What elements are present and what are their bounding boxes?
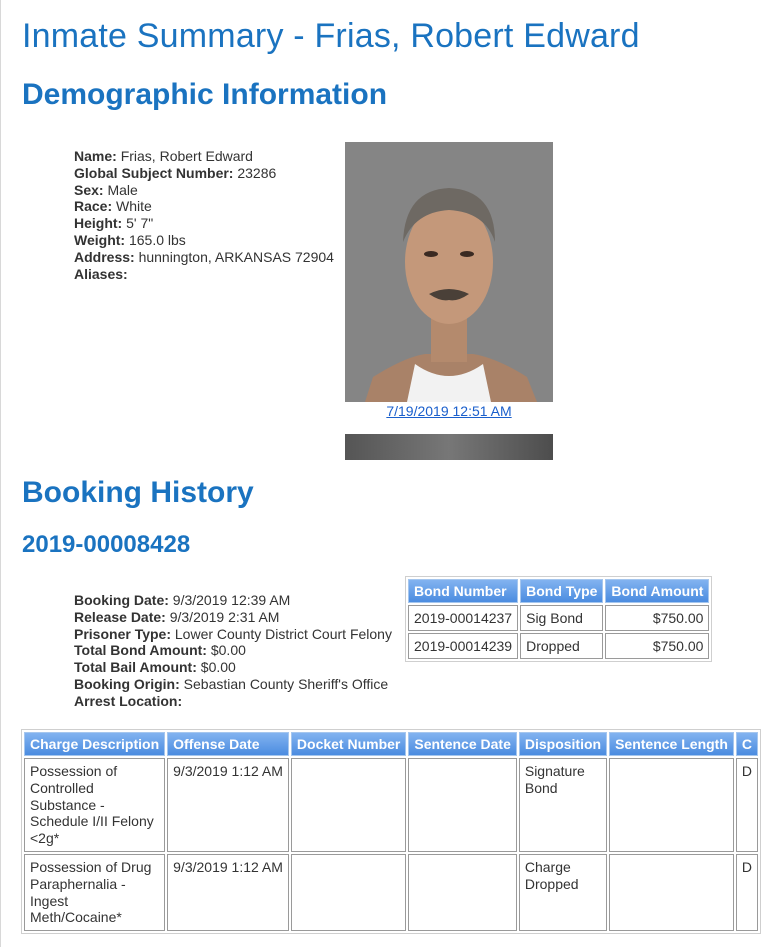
bond-type: Sig Bond — [520, 605, 603, 631]
bond-header-amount[interactable]: Bond Amount — [605, 579, 709, 603]
info-height: Height: 5' 7" — [74, 215, 154, 232]
charge-header-row — [24, 732, 758, 756]
info-name: Name: Frias, Robert Edward — [74, 148, 253, 164]
bond-header-type[interactable]: Bond Type — [520, 579, 603, 603]
demographics-heading: Demographic Information — [22, 78, 388, 111]
bond-header-number[interactable]: Bond Number — [408, 579, 518, 603]
info-booking-date: Booking Date: 9/3/2019 12:39 AM — [74, 592, 291, 608]
page-title: Inmate Summary - Frias, Robert Edward — [22, 17, 640, 55]
charge-sentence-length — [609, 758, 734, 852]
charge-docket-number — [291, 854, 406, 931]
table-row — [408, 605, 709, 631]
bond-number: 2019-00014239 — [408, 633, 518, 659]
bond-amount: $750.00 — [605, 605, 709, 631]
demographics-info — [74, 148, 334, 282]
charge-truncated-cell: D — [736, 854, 758, 931]
info-aliases: Aliases: — [74, 265, 128, 282]
photo-thumbnail[interactable] — [345, 434, 553, 460]
charge-sentence-date — [408, 854, 516, 931]
info-release-date: Release Date: 9/3/2019 2:31 AM — [74, 608, 280, 625]
info-weight: Weight: 165.0 lbs — [74, 231, 186, 248]
charge-description: Possession of Drug Paraphernalia - Ingest Meth/Cocaine* — [24, 854, 165, 931]
charge-description: Possession of Controlled Substance - Schedule I/II Felony <2g* — [24, 758, 165, 852]
bond-type: Dropped — [520, 633, 603, 659]
charge-header-truncated[interactable]: C — [736, 732, 758, 756]
booking-history-heading: Booking History — [22, 476, 254, 509]
info-total-bail: Total Bail Amount: $0.00 — [74, 659, 236, 676]
table-row — [408, 633, 709, 659]
charge-disposition: Charge Dropped — [519, 854, 607, 931]
info-booking-origin: Booking Origin: Sebastian County Sheriff's Office — [74, 675, 389, 692]
charge-sentence-length — [609, 854, 734, 931]
photo-date-link[interactable]: 7/19/2019 12:51 AM — [386, 403, 512, 419]
charge-header-sentence-length[interactable]: Sentence Length — [609, 732, 734, 756]
bond-table — [405, 576, 712, 662]
charge-truncated-cell: D — [736, 758, 758, 852]
bond-number: 2019-00014237 — [408, 605, 518, 631]
info-address: Address: hunnington, ARKANSAS 72904 — [74, 248, 334, 265]
info-arrest-location: Arrest Location: — [74, 692, 183, 709]
bond-amount: $750.00 — [605, 633, 709, 659]
table-row — [24, 854, 758, 931]
info-sex: Sex: Male — [74, 181, 138, 198]
charge-header-sentence-date[interactable]: Sentence Date — [408, 732, 516, 756]
info-prisoner-type: Prisoner Type: Lower County District Court Felony — [74, 625, 392, 642]
charge-header-docket-number[interactable]: Docket Number — [291, 732, 406, 756]
info-global-subject-number: Global Subject Number: 23286 — [74, 164, 277, 181]
table-row — [24, 758, 758, 852]
charge-header-disposition[interactable]: Disposition — [519, 732, 607, 756]
mugshot-photo[interactable] — [345, 142, 553, 402]
charge-table-container — [21, 729, 753, 947]
charge-disposition: Signature Bond — [519, 758, 607, 852]
charge-offense-date: 9/3/2019 1:12 AM — [167, 854, 289, 931]
charge-header-offense-date[interactable]: Offense Date — [167, 732, 289, 756]
info-total-bond: Total Bond Amount: $0.00 — [74, 642, 246, 659]
info-race: Race: White — [74, 198, 152, 215]
charge-table — [21, 729, 761, 934]
booking-info — [74, 592, 392, 710]
charge-sentence-date — [408, 758, 516, 852]
booking-id: 2019-00008428 — [22, 531, 191, 558]
charge-header-description[interactable]: Charge Description — [24, 732, 165, 756]
bond-header-row — [408, 579, 709, 603]
charge-docket-number — [291, 758, 406, 852]
charge-offense-date: 9/3/2019 1:12 AM — [167, 758, 289, 852]
